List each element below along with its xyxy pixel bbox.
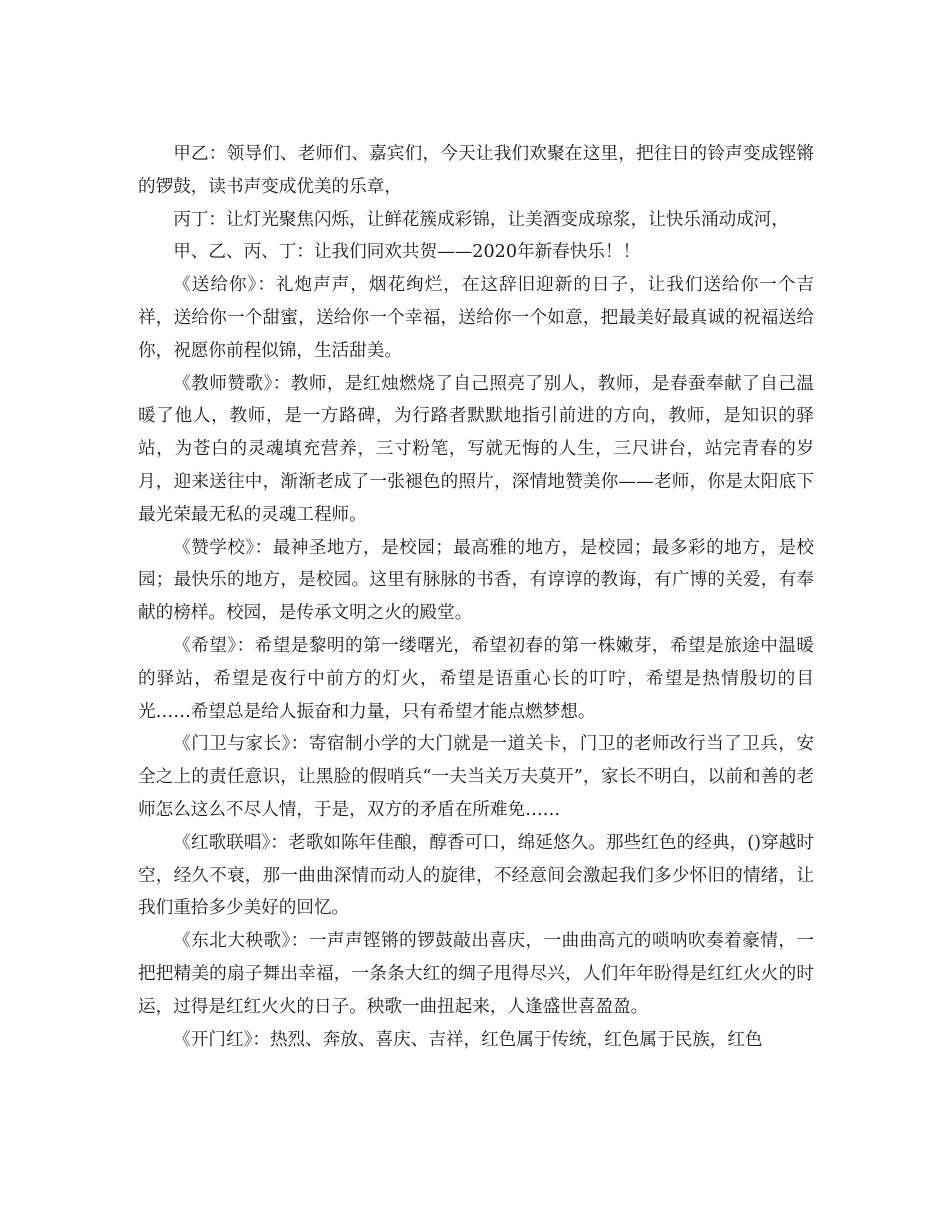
paragraph-hope: 《希望》：希望是黎明的第一缕曙光，希望初春的第一株嫩芽，希望是旅途中温暖的驿站，希望是夜行中前方的灯火，希望是语重心长的叮咛，希望是热情殷切的目光……希望总是给人振奋和力量，只有希望才能点燃梦想。	[138, 635, 814, 722]
paragraph-yangge-dance: 《东北大秧歌》：一声声铿锵的锣鼓敲出喜庆，一曲曲高亢的唢呐吹奏着豪情，一把把精美的扇子舞出幸福，一条条大红的绸子甩得尽兴，人们年年盼得是红红火火的时运，过得是红红火火的日子。秧歌一曲扭起来，人逢盛世喜盈盈。	[138, 931, 814, 1017]
paragraph-red-songs: 《红歌联唱》：老歌如陈年佳酿，醇香可口，绵延悠久。那些红色的经典，()穿越时空，经久不衰，那一曲曲深情而动人的旋律，不经意间会激起我们多少怀旧的情绪，让我们重拾多少美好的回忆。	[138, 832, 814, 919]
document-body	[138, 138, 814, 1056]
paragraph-opening-jia-yi: 甲乙：领导们、老师们、嘉宾们，今天让我们欢聚在这里，把往日的铃声变成铿锵的锣鼓，读书声变成优美的乐章，	[138, 144, 814, 197]
paragraph-kai-men-hong: 《开门红》：热烈、奔放、喜庆、吉祥，红色属于传统，红色属于民族，红色	[173, 1029, 763, 1050]
paragraph-guard-and-parents: 《门卫与家长》：寄宿制小学的大门就是一道关卡，门卫的老师改行当了卫兵，安全之上的责任意识，让黑脸的假哨兵“一夫当关万夫莫开”，家长不明白，以前和善的老师怎么这么不尽人情，于是，双方的矛盾在所难免……	[138, 734, 814, 820]
paragraph-opening-bing-ding: 丙丁：让灯光聚焦闪烁，让鲜花簇成彩锦，让美酒变成琼浆，让快乐涌动成河，	[173, 209, 789, 230]
paragraph-praise-school: 《赞学校》：最神圣地方，是校园；最高雅的地方，是校园；最多彩的地方，是校园；最快乐的地方，是校园。这里有脉脉的书香，有谆谆的教诲，有广博的关爱，有奉献的榜样。校园，是传承文明之火的殿堂。	[138, 537, 814, 624]
paragraph-teacher-praise: 《教师赞歌》：教师，是红烛燃烧了自己照亮了别人，教师，是春蚕奉献了自己温暖了他人，教师，是一方路碑，为行路者默默地指引前进的方向，教师，是知识的驿站，为苍白的灵魂填充营养，三寸粉笔，写就无悔的人生，三尺讲台，站完青春的岁月，迎来送往中，渐渐老成了一张褪色的照片，深情地赞美你——老师，你是太阳底下最光荣最无私的灵魂工程师。	[138, 373, 814, 525]
paragraph-opening-all: 甲、乙、丙、丁：让我们同欢共贺——2020年新春快乐！！	[173, 242, 641, 263]
paragraph-song-gei-ni: 《送给你》：礼炮声声，烟花绚烂，在这辞旧迎新的日子，让我们送给你一个吉祥，送给你一个甜蜜，送给你一个幸福，送给你一个如意，把最美好最真诚的祝福送给你，祝愿你前程似锦，生活甜美。	[138, 275, 814, 361]
